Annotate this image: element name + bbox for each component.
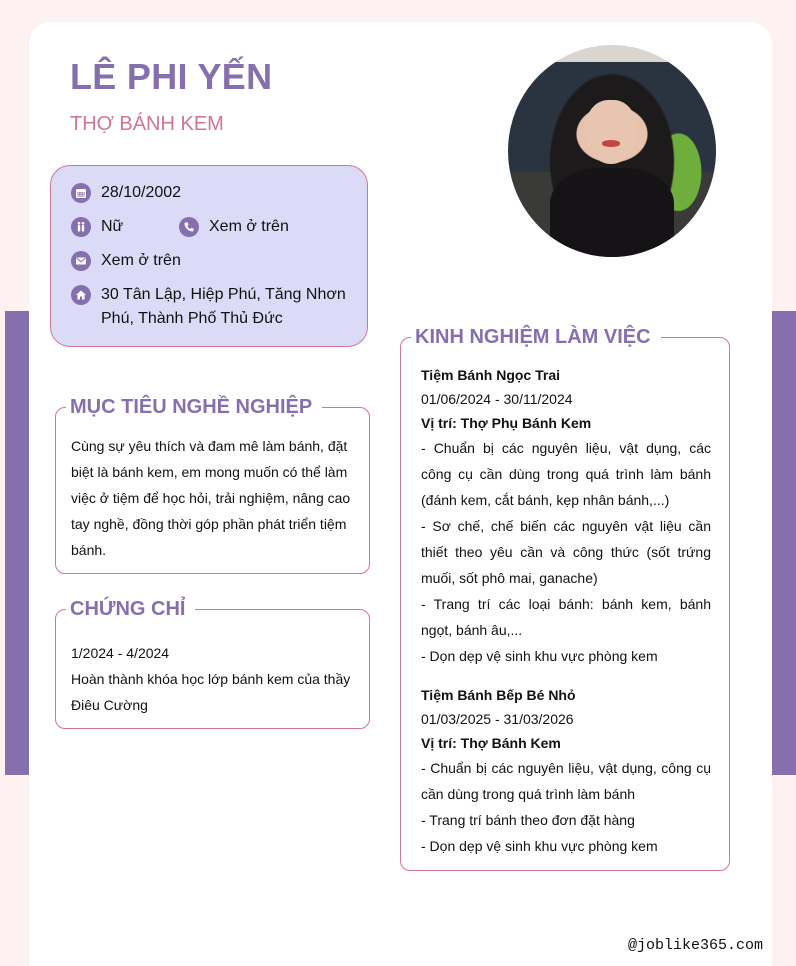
mail-icon xyxy=(71,251,91,271)
job-position: Vị trí: Thợ Phụ Bánh Kem xyxy=(421,415,592,431)
job-dates: 01/03/2025 - 31/03/2026 xyxy=(421,711,574,727)
objective-line: tay nghề, đồng thời góp phần phát triển tiệm xyxy=(71,516,347,532)
experience-section xyxy=(400,326,730,871)
objective-section xyxy=(55,396,370,574)
candidate-role: THỢ BÁNH KEM xyxy=(70,113,224,135)
profile-photo xyxy=(508,45,716,257)
objective-line: bánh. xyxy=(71,542,107,558)
left-accent-strip xyxy=(5,311,29,775)
address-line-2: Phú, Thành Phố Thủ Đức xyxy=(101,310,283,327)
objective-text xyxy=(71,433,361,563)
job-task: - Trang trí bánh theo đơn đặt hàng xyxy=(421,812,635,828)
job-task: - Chuẩn bị các nguyên liệu, vật dụng, các công cụ cần dùng trong quá trình làm bánh (đánh kem, cắt bánh, kẹp nhân bánh,...) xyxy=(421,440,711,508)
gender-row xyxy=(71,215,123,239)
gender-value: Nữ xyxy=(101,218,124,235)
job-dates: 01/06/2024 - 30/11/2024 xyxy=(421,391,573,407)
address-row xyxy=(71,283,346,331)
email-row xyxy=(71,249,181,273)
objective-line: Cùng sự yêu thích và đam mê làm bánh, đặt xyxy=(71,438,348,454)
gender-icon xyxy=(71,217,91,237)
photo-face xyxy=(585,100,637,164)
address-value xyxy=(101,283,346,331)
home-icon xyxy=(71,285,91,305)
right-accent-strip xyxy=(772,311,796,775)
job-company: Tiệm Bánh Bếp Bé Nhỏ xyxy=(421,687,576,703)
certificate-item xyxy=(71,640,366,718)
job-task: - Dọn dẹp vệ sinh khu vực phòng kem xyxy=(421,838,658,854)
birthday-value: 28/10/2002 xyxy=(101,184,182,201)
candidate-name: LÊ PHI YẾN xyxy=(70,56,273,97)
certificate-dates: 1/2024 - 4/2024 xyxy=(71,645,170,661)
job-entry xyxy=(421,363,711,669)
certificates-title: CHỨNG CHỈ xyxy=(66,596,195,622)
experience-title: KINH NGHIỆM LÀM VIỆC xyxy=(411,324,661,350)
job-task: - Trang trí các loại bánh: bánh kem, bánh ngọt, bánh âu,... xyxy=(421,596,711,638)
certificates-section xyxy=(55,598,370,729)
birthday-row xyxy=(71,181,181,205)
calendar-icon xyxy=(71,183,91,203)
job-company: Tiệm Bánh Ngọc Trai xyxy=(421,367,560,383)
photo-body xyxy=(550,168,675,257)
address-line-1: 30 Tân Lập, Hiệp Phú, Tăng Nhơn xyxy=(101,286,346,303)
objective-line: biệt là bánh kem, em mong muốn có thể làm xyxy=(71,464,348,480)
job-task: - Chuẩn bị các nguyên liệu, vật dụng, công cụ cần dùng trong quá trình làm bánh xyxy=(421,760,711,802)
certificate-desc-line: Điêu Cường xyxy=(71,697,148,713)
watermark: @joblike365.com xyxy=(628,937,764,954)
job-task: - Dọn dẹp vệ sinh khu vực phòng kem xyxy=(421,648,658,664)
job-task: - Sơ chế, chế biến các nguyên vật liệu cần thiết theo yêu cần và công thức (sốt trứng muối, sốt phô mai, ganache) xyxy=(421,518,711,586)
email-value: Xem ở trên xyxy=(101,252,181,269)
contact-info-box xyxy=(50,165,368,347)
objective-line: việc ở tiệm để học hỏi, trải nghiệm, nâng cao xyxy=(71,490,351,506)
objective-title: MỤC TIÊU NGHỀ NGHIỆP xyxy=(66,394,322,420)
phone-value: Xem ở trên xyxy=(209,218,289,235)
phone-icon xyxy=(179,217,199,237)
job-entry xyxy=(421,683,711,859)
job-position: Vị trí: Thợ Bánh Kem xyxy=(421,735,561,751)
certificate-desc-line: Hoàn thành khóa học lớp bánh kem của thầy xyxy=(71,671,351,687)
phone-row xyxy=(179,215,289,239)
photo-lips xyxy=(602,140,621,146)
